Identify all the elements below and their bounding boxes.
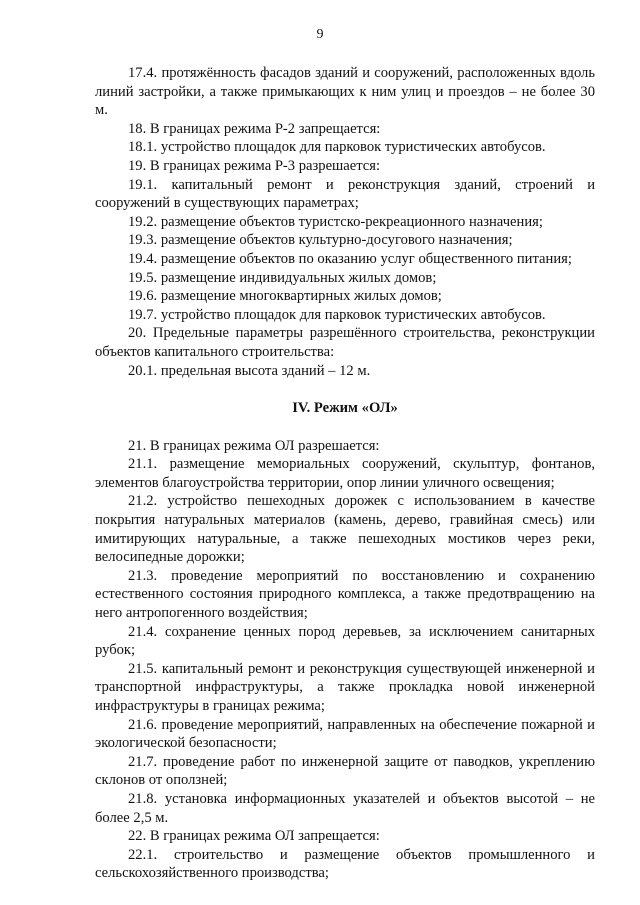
- paragraph-20-1: 20.1. предельная высота зданий – 12 м.: [128, 362, 371, 379]
- paragraph-20: 20. Предельные параметры разрешённого строительства, реконструкции объектов капитального строительства:: [95, 325, 595, 360]
- paragraph-19-3: 19.3. размещение объектов культурно-досугового назначения;: [128, 232, 513, 249]
- spacer: [95, 380, 595, 399]
- paragraph-19-1: 19.1. капитальный ремонт и реконструкция зданий, строений и сооружений в существующих параметрах;: [95, 176, 595, 212]
- paragraph-19-2: 19.2. размещение объектов туристско-рекреационного назначения;: [128, 213, 543, 230]
- paragraph-21-2: 21.2. устройство пешеходных дорожек с использованием в качестве покрытия натуральных материалов (камень, дерево, гравийная смесь) или имитирующих натуральные, а также пешеходных мостиков через реки, велосипедные дорожки;: [95, 493, 595, 566]
- paragraph-19-7: 19.7. устройство площадок для парковок туристических автобусов.: [128, 306, 546, 323]
- paragraph-21-4: 21.4. сохранение ценных пород деревьев, за исключением санитарных рубок;: [95, 623, 595, 659]
- paragraph-22: 22. В границах режима ОЛ запрещается:: [128, 828, 380, 845]
- paragraph-21-1: 21.1. размещение мемориальных сооружений, скульптур, фонтанов, элементов благоустройства территории, опор линии уличного освещения;: [95, 456, 595, 491]
- paragraph-19-4: 19.4. размещение объектов по оказанию услуг общественного питания;: [128, 250, 572, 267]
- paragraph-18: 18. В границах режима Р-2 запрещается:: [128, 120, 381, 137]
- document-body: [95, 64, 595, 883]
- paragraph-21: 21. В границах режима ОЛ разрешается:: [128, 437, 380, 454]
- paragraph-21-6: 21.6. проведение мероприятий, направленных на обеспечение пожарной и экологической безопасности;: [95, 716, 595, 752]
- paragraph-21-8: 21.8. установка информационных указателей и объектов высотой – не более 2,5 м.: [95, 790, 595, 826]
- paragraph-19-5: 19.5. размещение индивидуальных жилых домов;: [128, 269, 437, 286]
- paragraph-19: 19. В границах режима Р-3 разрешается:: [128, 157, 381, 174]
- paragraph-19-6: 19.6. размещение многоквартирных жилых домов;: [128, 288, 442, 305]
- section-heading: IV. Режим «ОЛ»: [292, 400, 398, 417]
- page-number: 9: [316, 27, 324, 42]
- paragraph-22-1: 22.1. строительство и размещение объектов промышленного и сельскохозяйственного производства;: [95, 846, 595, 882]
- paragraph-21-3: 21.3. проведение мероприятий по восстановлению и сохранению естественного состояния природного комплекса, а также предотвращению на него антропогенного воздействия;: [95, 567, 595, 622]
- paragraph-21-5: 21.5. капитальный ремонт и реконструкция существующей инженерной и транспортной инфраструктуры, а также прокладка новой инженерной инфраструктуры в границах режима;: [95, 660, 595, 714]
- spacer: [95, 418, 595, 437]
- paragraph-18-1: 18.1. устройство площадок для парковок туристических автобусов.: [128, 139, 546, 156]
- paragraph-21-7: 21.7. проведение работ по инженерной защите от паводков, укреплению склонов от оползней;: [95, 753, 595, 789]
- paragraph-17-4: 17.4. протяжённость фасадов зданий и сооружений, расположенных вдоль линий застройки, а также примыкающих к ним улиц и проездов – не более 30 м.: [95, 65, 595, 119]
